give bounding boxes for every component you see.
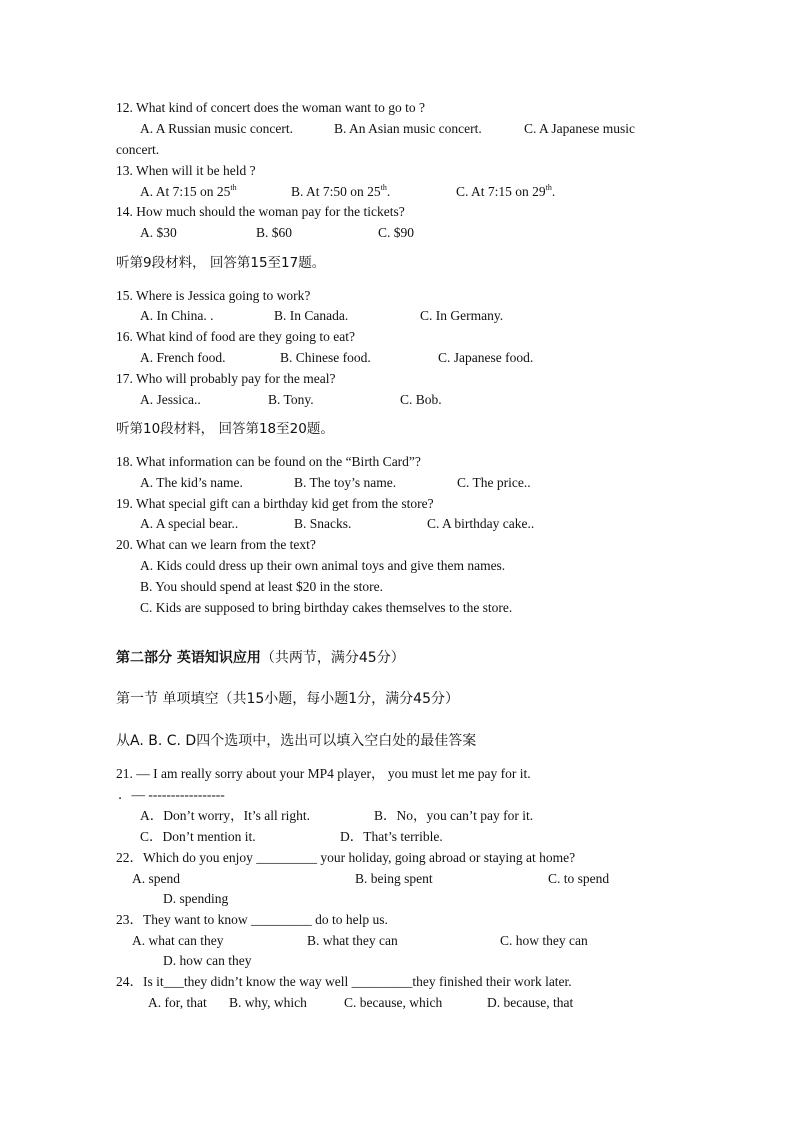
question-19: 19. What special gift can a birthday kid get from the store? [116, 496, 434, 511]
question-22-option-d: D. spending [163, 891, 229, 906]
question-19-option-c: C. A birthday cake.. [427, 516, 535, 531]
question-20: 20. What can we learn from the text? [116, 537, 316, 552]
question-21-option-b: B．No，you can’t pay for it. [374, 808, 534, 823]
question-13-option-b: B. At 7:50 on 25th. [291, 183, 391, 199]
question-15: 15. Where is Jessica going to work? [116, 288, 311, 303]
question-18-option-b: B. The toy’s name. [294, 475, 397, 490]
question-14-option-a: A. $30 [140, 225, 177, 240]
question-24-option-a: A. for, that [148, 995, 207, 1010]
question-21-option-d: D．That’s terrible. [340, 829, 443, 844]
section-10-heading: 听第10段材料， 回答第18至20题。 [116, 421, 334, 437]
question-18: 18. What information can be found on the “Birth Card”? [116, 454, 421, 469]
question-19-option-a: A. A special bear.. [140, 516, 239, 531]
question-17-option-a: A. Jessica.. [140, 392, 201, 407]
question-15-option-b: B. In Canada. [274, 308, 349, 323]
question-20-option-c: C. Kids are supposed to bring birthday cakes themselves to the store. [140, 600, 513, 615]
question-14: 14. How much should the woman pay for the tickets? [116, 204, 405, 219]
question-18-option-a: A. The kid’s name. [140, 475, 243, 490]
question-24-option-d: D. because, that [487, 995, 574, 1010]
section-9-heading: 听第9段材料， 回答第15至17题。 [116, 255, 326, 271]
question-23-option-b: B. what they can [307, 933, 398, 948]
instruction: 从A. B. C. D四个选项中，选出可以填入空白处的最佳答案 [116, 733, 477, 749]
question-20-option-b: B. You should spend at least $20 in the store. [140, 579, 383, 594]
question-21: 21. — I am really sorry about your MP4 player， you must let me pay for it. [116, 766, 531, 781]
question-19-option-b: B. Snacks. [294, 516, 352, 531]
question-12-option-c: C. A Japanese music [524, 121, 635, 136]
question-16-option-c: C. Japanese food. [438, 350, 534, 365]
question-14-option-c: C. $90 [378, 225, 415, 240]
section-1-heading: 第一节 单项填空（共15小题，每小题1分，满分45分） [116, 691, 459, 707]
question-22-option-c: C. to spend [548, 871, 610, 886]
question-21-reply-line: ．— ----------------- [118, 787, 225, 802]
question-22-option-b: B. being spent [355, 871, 433, 886]
question-22: 22．Which do you enjoy _________ your holiday, going abroad or staying at home? [116, 850, 576, 865]
part-2-heading: 第二部分 英语知识应用（共两节，满分45分） [116, 650, 405, 666]
question-14-option-b: B. $60 [256, 225, 293, 240]
question-12-wrap: concert. [116, 142, 160, 157]
question-13-option-a: A. At 7:15 on 25th [140, 183, 237, 199]
question-23-option-c: C. how they can [500, 933, 588, 948]
question-24-option-c: C. because, which [344, 995, 443, 1010]
question-23-option-a: A. what can they [132, 933, 224, 948]
question-24: 24．Is it___they didn’t know the way well _________they finished their work later. [116, 974, 572, 989]
question-20-option-a: A. Kids could dress up their own animal toys and give them names. [140, 558, 506, 573]
question-17-option-b: B. Tony. [268, 392, 314, 407]
question-23-option-d: D. how can they [163, 953, 252, 968]
question-15-option-a: A. In China. . [140, 308, 214, 323]
question-15-option-c: C. In Germany. [420, 308, 504, 323]
question-16-option-b: B. Chinese food. [280, 350, 371, 365]
question-21-option-a: A．Don’t worry，It’s all right. [140, 808, 310, 823]
question-17-option-c: C. Bob. [400, 392, 442, 407]
question-12: 12. What kind of concert does the woman want to go to ? [116, 100, 426, 115]
question-12-option-a: A. A Russian music concert. [140, 121, 293, 136]
question-16-option-a: A. French food. [140, 350, 226, 365]
question-23: 23．They want to know _________ do to help us. [116, 912, 388, 927]
question-16: 16. What kind of food are they going to eat? [116, 329, 355, 344]
question-22-option-a: A. spend [132, 871, 180, 886]
question-12-option-b: B. An Asian music concert. [334, 121, 482, 136]
question-17: 17. Who will probably pay for the meal? [116, 371, 336, 386]
question-21-option-c: C．Don’t mention it. [140, 829, 256, 844]
question-24-option-b: B. why, which [229, 995, 307, 1010]
question-18-option-c: C. The price.. [457, 475, 531, 490]
question-13: 13. When will it be held ? [116, 163, 256, 178]
question-13-option-c: C. At 7:15 on 29th. [456, 183, 556, 199]
